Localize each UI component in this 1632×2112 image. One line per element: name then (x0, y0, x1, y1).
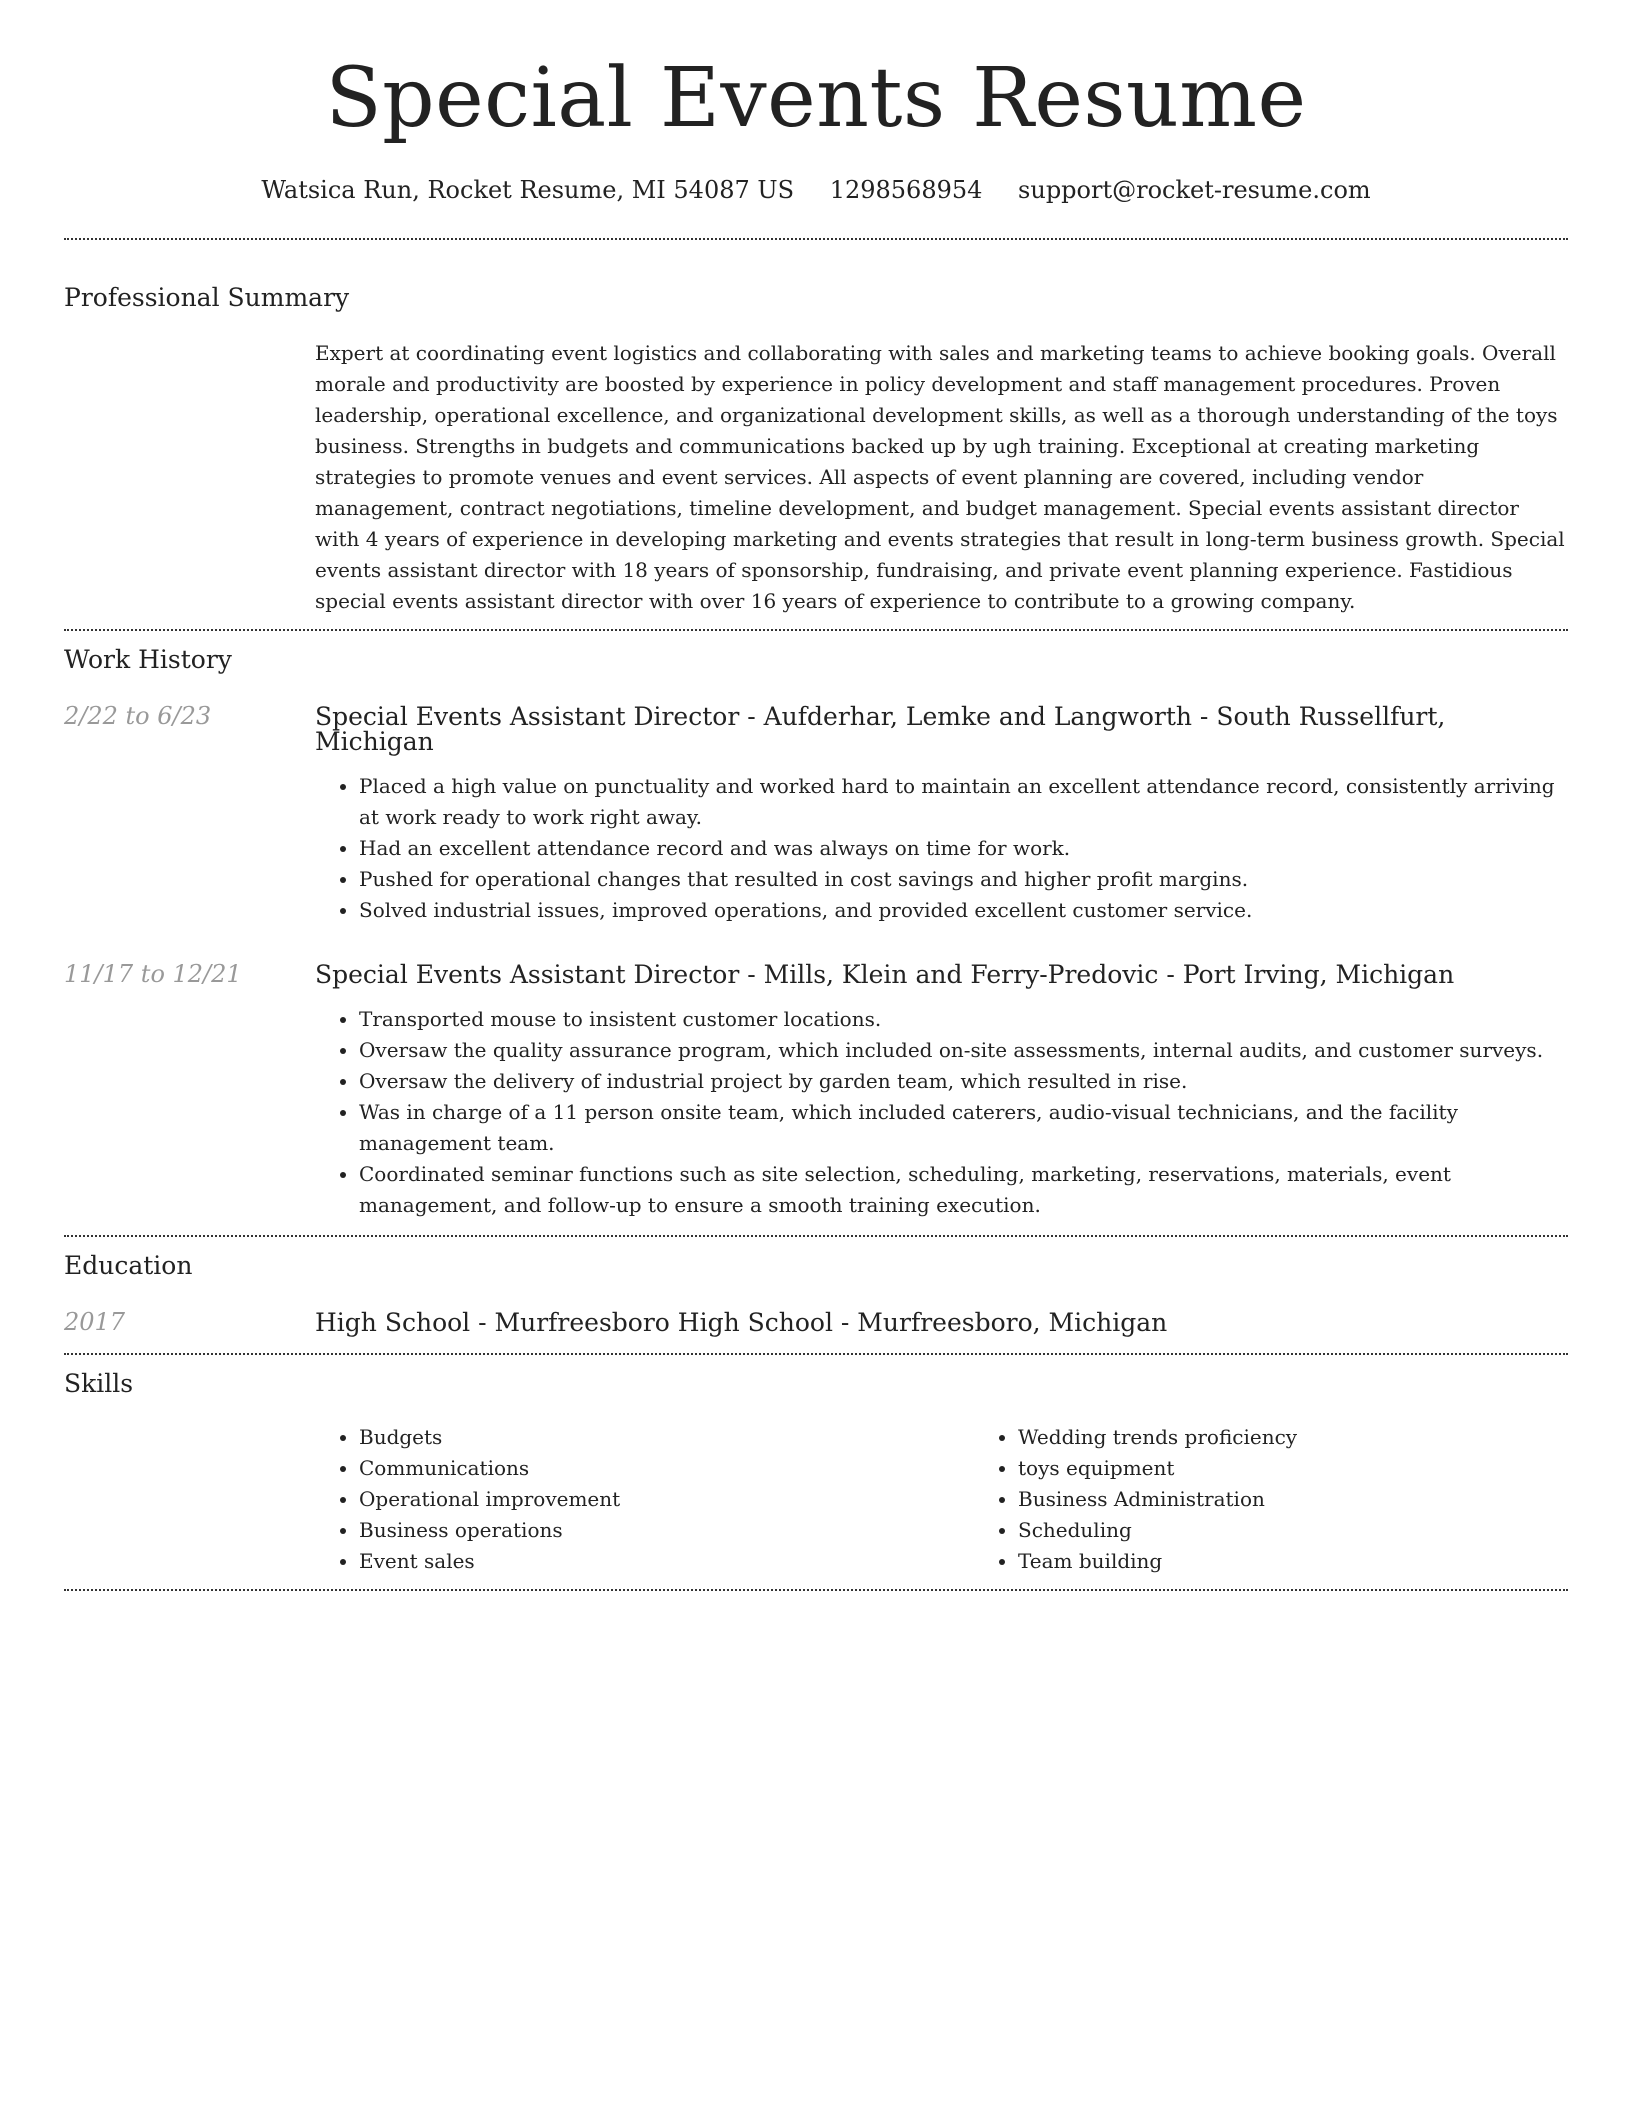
contact-phone: 1298568954 (829, 176, 983, 204)
skill-item: • Budgets (359, 1422, 974, 1453)
divider (64, 1589, 1568, 1591)
summary-section (64, 285, 1568, 617)
education-title: High School - Murfreesboro High School - Murfreesboro, Michigan (315, 1308, 1168, 1337)
job-bullets (315, 771, 1568, 926)
job-bullet: • Had an excellent attendance record and was always on time for work. (359, 833, 1568, 864)
contact-address: Watsica Run, Rocket Resume, MI 54087 US (261, 176, 795, 204)
divider (64, 629, 1568, 631)
skill-item: • Event sales (359, 1546, 974, 1577)
skill-item: • Business Administration (1018, 1484, 1632, 1515)
job-title: Special Events Assistant Director - Aufderhar, Lemke and Langworth - South Russellfurt, Michigan (315, 702, 1446, 756)
job-bullet: • Oversaw the quality assurance program, which included on-site assessments, internal audits, and customer surveys. (359, 1035, 1568, 1066)
section-heading-work-history: Work History (64, 645, 232, 674)
contact-email: support@rocket-resume.com (1018, 176, 1371, 204)
section-heading-skills: Skills (64, 1369, 134, 1398)
skill-item: • Scheduling (1018, 1515, 1632, 1546)
job-title: Special Events Assistant Director - Mills, Klein and Ferry-Predovic - Port Irving, Michigan (315, 960, 1455, 989)
job-bullet: • Pushed for operational changes that resulted in cost savings and higher profit margins. (359, 864, 1568, 895)
job-entry (64, 962, 1568, 1221)
contact-line (64, 178, 1568, 202)
job-bullet: • Placed a high value on punctuality and worked hard to maintain an excellent attendance record, consistently arriving at work ready to work right away. (359, 771, 1568, 833)
job-bullet: • Was in charge of a 11 person onsite team, which included caterers, audio-visual technicians, and the facility management team. (359, 1097, 1568, 1159)
section-heading-education: Education (64, 1251, 193, 1280)
skill-item: • Communications (359, 1453, 974, 1484)
job-bullets (315, 1004, 1568, 1221)
job-bullet: • Oversaw the delivery of industrial project by garden team, which resulted in rise. (359, 1066, 1568, 1097)
job-bullet: • Coordinated seminar functions such as site selection, scheduling, marketing, reservations, materials, event management, and follow-up to ensure a smooth training execution. (359, 1159, 1568, 1221)
education-entry (64, 1310, 1568, 1335)
job-bullet: • Transported mouse to insistent customer locations. (359, 1004, 1568, 1035)
skill-item: • Team building (1018, 1546, 1632, 1577)
resume-title: Special Events Resume (325, 51, 1307, 146)
education-section (64, 1253, 1568, 1335)
skill-item: • Business operations (359, 1515, 974, 1546)
job-dates: 2/22 to 6/23 (64, 702, 212, 730)
skills-list-left (315, 1422, 974, 1577)
section-heading-summary: Professional Summary (64, 283, 350, 312)
education-dates: 2017 (64, 1308, 126, 1336)
summary-text: Expert at coordinating event logistics and collaborating with sales and marketing teams to achieve booking goals. Overall morale and productivity are boosted by experience in policy development and staff management procedures. Proven leadership, operational excellence, and organizational development skills, as well as a thorough understanding of the toys business. Strengths in budgets and communications backed up by ugh training. Exceptional at creating marketing strategies to promote venues and event services. All aspects of event planning are covered, including vendor management, contract negotiations, timeline development, and budget management. Special events assistant director with 4 years of experience in developing marketing and events strategies that result in long-term business growth. Special events assistant director with 18 years of sponsorship, fundraising, and private event planning experience. Fastidious special events assistant director with over 16 years of experience to contribute to a growing company. (315, 341, 1565, 613)
job-bullet: • Solved industrial issues, improved operations, and provided excellent customer service. (359, 895, 1568, 926)
skills-section (64, 1371, 1568, 1577)
job-entry (64, 704, 1568, 926)
skill-item: • toys equipment (1018, 1453, 1632, 1484)
skill-item: • Wedding trends proficiency (1018, 1422, 1632, 1453)
skills-list-right (974, 1422, 1632, 1577)
divider (64, 238, 1568, 240)
job-dates: 11/17 to 12/21 (64, 960, 242, 988)
work-history-section (64, 647, 1568, 1221)
skill-item: • Operational improvement (359, 1484, 974, 1515)
divider (64, 1353, 1568, 1355)
divider (64, 1235, 1568, 1237)
